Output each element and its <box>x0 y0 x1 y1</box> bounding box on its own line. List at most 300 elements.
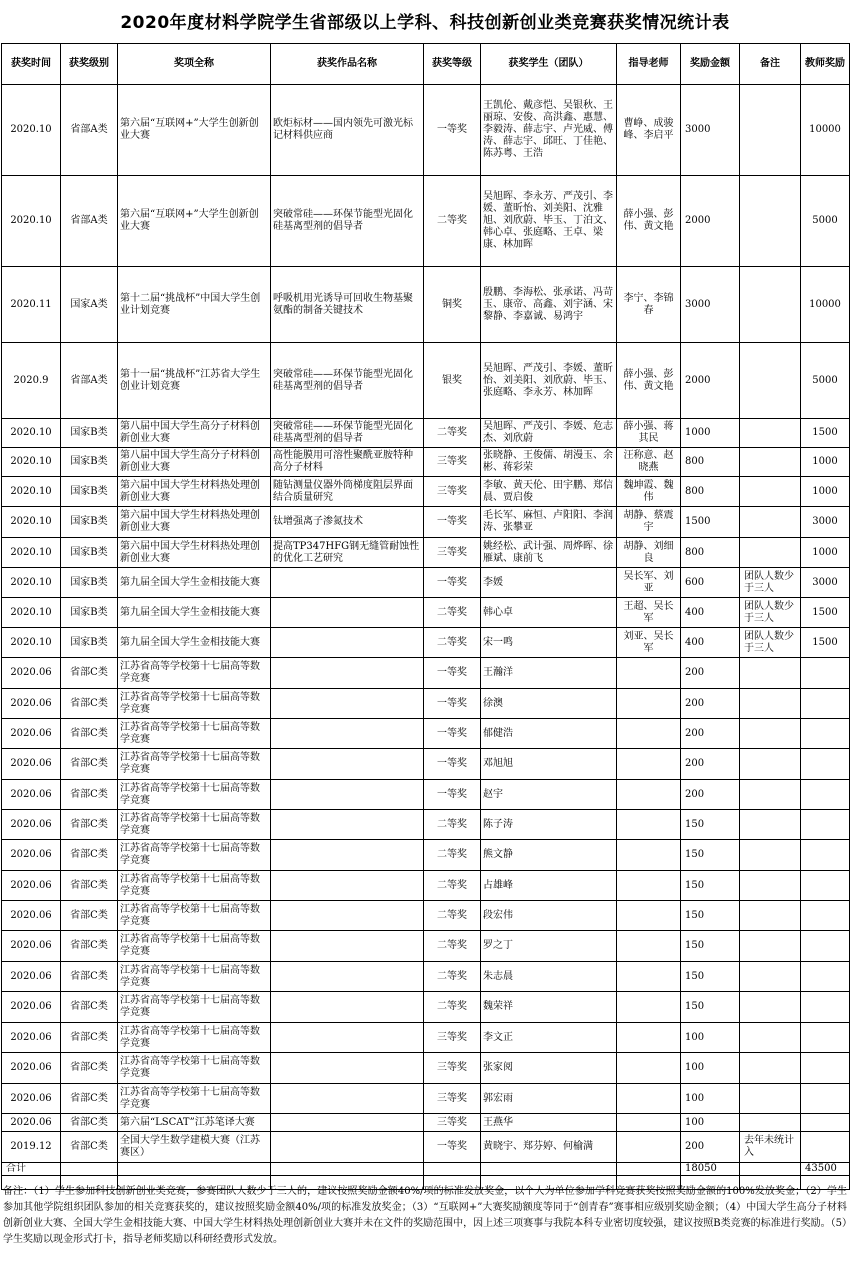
cell-remark <box>740 658 801 689</box>
cell-students: 张晓静、王俊儒、胡漫玉、余彬、蒋彩荣 <box>481 448 617 477</box>
cell-award-level: 省部C类 <box>61 871 118 901</box>
cell-remark <box>740 538 801 568</box>
total-empty-cell <box>61 1163 118 1176</box>
cell-award-level: 国家B类 <box>61 628 118 658</box>
cell-students: 陈子涛 <box>481 810 617 840</box>
cell-remark <box>740 719 801 749</box>
cell-award-time: 2020.06 <box>2 1053 61 1084</box>
cell-remark <box>740 1084 801 1114</box>
cell-award-time: 2020.06 <box>2 1114 61 1132</box>
cell-award-level: 省部C类 <box>61 780 118 810</box>
cell-work-name <box>271 1023 424 1053</box>
cell-teacher-reward <box>801 871 850 901</box>
cell-award-name: 第八届中国大学生高分子材料创新创业大赛 <box>118 419 271 448</box>
cell-students: 郭宏雨 <box>481 1084 617 1114</box>
cell-remark <box>740 477 801 507</box>
cell-award-name: 江苏省高等学校第十七届高等数学竞赛 <box>118 689 271 719</box>
cell-advisors: 李宁、李锦春 <box>617 267 681 343</box>
cell-students: 罗之丁 <box>481 931 617 962</box>
cell-advisors <box>617 992 681 1023</box>
cell-reward-amount: 2000 <box>681 343 740 419</box>
cell-remark <box>740 810 801 840</box>
cell-award-level: 省部C类 <box>61 1084 118 1114</box>
cell-award-name: 江苏省高等学校第十七届高等数学竞赛 <box>118 992 271 1023</box>
cell-award-grade: 二等奖 <box>424 931 481 962</box>
cell-work-name <box>271 992 424 1023</box>
cell-award-time: 2020.10 <box>2 507 61 538</box>
cell-award-level: 省部A类 <box>61 85 118 176</box>
header-award-time: 获奖时间 <box>2 44 61 85</box>
cell-reward-amount: 150 <box>681 840 740 871</box>
cell-advisors <box>617 1132 681 1163</box>
cell-award-time: 2020.10 <box>2 419 61 448</box>
cell-advisors: 吴长军、刘亚 <box>617 568 681 598</box>
cell-teacher-reward <box>801 1084 850 1114</box>
cell-award-level: 省部C类 <box>61 1023 118 1053</box>
cell-award-grade: 三等奖 <box>424 448 481 477</box>
cell-work-name <box>271 780 424 810</box>
cell-award-grade: 三等奖 <box>424 1114 481 1132</box>
cell-teacher-reward <box>801 1132 850 1163</box>
cell-award-time: 2020.06 <box>2 1084 61 1114</box>
table-row <box>2 992 850 1023</box>
cell-teacher-reward: 5000 <box>801 343 850 419</box>
cell-award-time: 2020.06 <box>2 871 61 901</box>
cell-award-level: 省部A类 <box>61 176 118 267</box>
cell-reward-amount: 800 <box>681 477 740 507</box>
cell-remark <box>740 1114 801 1132</box>
cell-remark <box>740 962 801 992</box>
cell-students: 殷鹏、李海松、张承诺、冯苛玉、康帝、高鑫、刘宇涵、宋黎静、李嘉诚、易鸿宇 <box>481 267 617 343</box>
cell-teacher-reward: 1000 <box>801 538 850 568</box>
table-row <box>2 1132 850 1163</box>
cell-students: 张家阅 <box>481 1053 617 1084</box>
cell-work-name <box>271 871 424 901</box>
cell-award-time: 2020.06 <box>2 780 61 810</box>
cell-award-grade: 一等奖 <box>424 658 481 689</box>
header-remark: 备注 <box>740 44 801 85</box>
cell-work-name <box>271 749 424 780</box>
cell-award-grade: 一等奖 <box>424 1132 481 1163</box>
cell-award-name: 江苏省高等学校第十七届高等数学竞赛 <box>118 749 271 780</box>
cell-award-grade: 二等奖 <box>424 871 481 901</box>
cell-advisors <box>617 810 681 840</box>
cell-advisors <box>617 719 681 749</box>
cell-teacher-reward: 1000 <box>801 477 850 507</box>
cell-award-level: 省部C类 <box>61 1114 118 1132</box>
cell-advisors: 曹峥、成骏峰、李启平 <box>617 85 681 176</box>
cell-advisors <box>617 658 681 689</box>
cell-award-grade: 一等奖 <box>424 780 481 810</box>
cell-advisors: 薛小强、彭伟、黄文艳 <box>617 176 681 267</box>
cell-reward-amount: 400 <box>681 598 740 628</box>
cell-award-level: 省部C类 <box>61 658 118 689</box>
cell-award-name: 江苏省高等学校第十七届高等数学竞赛 <box>118 962 271 992</box>
cell-work-name: 钛增强离子渗氮技术 <box>271 507 424 538</box>
cell-reward-amount: 150 <box>681 962 740 992</box>
cell-advisors: 魏坤霞、魏伟 <box>617 477 681 507</box>
cell-advisors <box>617 871 681 901</box>
cell-reward-amount: 100 <box>681 1023 740 1053</box>
header-award-grade: 获奖等级 <box>424 44 481 85</box>
cell-students: 熊文静 <box>481 840 617 871</box>
header-award-level: 获奖级别 <box>61 44 118 85</box>
cell-work-name <box>271 628 424 658</box>
cell-award-grade: 二等奖 <box>424 962 481 992</box>
header-reward-amount: 奖励金额 <box>681 44 740 85</box>
cell-reward-amount: 100 <box>681 1084 740 1114</box>
total-empty-cell <box>481 1163 617 1176</box>
cell-reward-amount: 200 <box>681 780 740 810</box>
cell-reward-amount: 200 <box>681 749 740 780</box>
cell-advisors: 刘亚、吴长军 <box>617 628 681 658</box>
header-work-name: 获奖作品名称 <box>271 44 424 85</box>
table-row <box>2 1114 850 1132</box>
cell-work-name: 呼吸机用光诱导可回收生物基聚氨酯的制备关键技术 <box>271 267 424 343</box>
cell-award-level: 省部C类 <box>61 962 118 992</box>
cell-remark: 团队人数少于三人 <box>740 568 801 598</box>
cell-students: 吴旭晖、严茂引、李媛、董昕怡、刘美阳、刘欣蔚、毕玉、张庭略、李永芳、林加晖 <box>481 343 617 419</box>
table-row <box>2 628 850 658</box>
cell-reward-amount: 800 <box>681 538 740 568</box>
table-row <box>2 267 850 343</box>
cell-students: 王瀚洋 <box>481 658 617 689</box>
table-row <box>2 658 850 689</box>
cell-remark <box>740 689 801 719</box>
footnotes: 备注：（1）学生参加科技创新创业类竞赛，参赛团队人数少于三人的，建议按照奖励金额40%/项的标准发放奖金，以个人为单位参加学科竞赛获奖按照奖励金额的100%发放奖金；（2）学生参加其他学院组织团队参加的相关竞赛获奖的，建议按照奖励金额40%/项的标准发放奖金；（3）“互联网+”大赛奖励额度等同于“创青春”赛事相应级别奖励金额；（4）中国大学生高分子材料创新创业大赛、全国大学生金相技能大赛、中国大学生材料热处理创新创业大赛并未在文件的奖励范围中，因上述三项赛事与我院本科专业密切度较强，建议按照B类竞赛的标准进行奖励。（5）学生奖励以现金形式打卡，指导老师奖励以科研经费形式发放。 <box>3 1186 847 1245</box>
cell-award-grade: 三等奖 <box>424 1084 481 1114</box>
cell-teacher-reward <box>801 840 850 871</box>
cell-remark: 去年未统计入 <box>740 1132 801 1163</box>
cell-award-name: 江苏省高等学校第十七届高等数学竞赛 <box>118 901 271 931</box>
cell-award-grade: 二等奖 <box>424 810 481 840</box>
cell-students: 毛长军、麻恒、卢阳阳、李润涛、张攀亚 <box>481 507 617 538</box>
table-row <box>2 719 850 749</box>
cell-award-name: 江苏省高等学校第十七届高等数学竞赛 <box>118 1053 271 1084</box>
cell-work-name: 突破常硅——环保节能型光固化硅基离型剂的倡导者 <box>271 343 424 419</box>
cell-reward-amount: 150 <box>681 992 740 1023</box>
cell-reward-amount: 200 <box>681 719 740 749</box>
header-advisors: 指导老师 <box>617 44 681 85</box>
cell-remark <box>740 871 801 901</box>
cell-remark: 团队人数少于三人 <box>740 598 801 628</box>
cell-work-name: 提高TP347HFG钢无缝管耐蚀性的优化工艺研究 <box>271 538 424 568</box>
cell-remark <box>740 992 801 1023</box>
cell-students: 韩心卓 <box>481 598 617 628</box>
cell-teacher-reward <box>801 780 850 810</box>
cell-remark <box>740 749 801 780</box>
cell-students: 邓旭旭 <box>481 749 617 780</box>
table-row <box>2 1084 850 1114</box>
cell-award-name: 第十一届“挑战杯”江苏省大学生创业计划竞赛 <box>118 343 271 419</box>
cell-work-name <box>271 1084 424 1114</box>
cell-reward-amount: 600 <box>681 568 740 598</box>
cell-advisors <box>617 749 681 780</box>
cell-award-level: 国家B类 <box>61 477 118 507</box>
cell-award-time: 2020.9 <box>2 343 61 419</box>
cell-award-level: 国家B类 <box>61 538 118 568</box>
cell-teacher-reward: 10000 <box>801 85 850 176</box>
cell-work-name <box>271 1132 424 1163</box>
cell-students: 段宏伟 <box>481 901 617 931</box>
cell-award-name: 第六届“互联网+”大学生创新创业大赛 <box>118 85 271 176</box>
cell-remark <box>740 901 801 931</box>
cell-teacher-reward: 1000 <box>801 448 850 477</box>
cell-award-name: 江苏省高等学校第十七届高等数学竞赛 <box>118 931 271 962</box>
cell-work-name: 高性能膜用可溶性聚酰亚胺特种高分子材料 <box>271 448 424 477</box>
total-empty-cell <box>740 1163 801 1176</box>
cell-reward-amount: 800 <box>681 448 740 477</box>
cell-students: 李媛 <box>481 568 617 598</box>
total-empty-cell <box>617 1163 681 1176</box>
cell-award-name: 全国大学生数学建模大赛（江苏赛区） <box>118 1132 271 1163</box>
cell-award-level: 国家A类 <box>61 267 118 343</box>
table-row <box>2 689 850 719</box>
cell-award-name: 江苏省高等学校第十七届高等数学竞赛 <box>118 840 271 871</box>
cell-work-name <box>271 598 424 628</box>
table-row <box>2 1053 850 1084</box>
cell-award-grade: 二等奖 <box>424 176 481 267</box>
total-empty-cell <box>271 1163 424 1176</box>
cell-students: 宋一鸣 <box>481 628 617 658</box>
cell-award-name: 江苏省高等学校第十七届高等数学竞赛 <box>118 1023 271 1053</box>
cell-teacher-reward <box>801 689 850 719</box>
cell-award-time: 2020.06 <box>2 658 61 689</box>
cell-teacher-reward <box>801 1114 850 1132</box>
cell-award-level: 省部C类 <box>61 992 118 1023</box>
total-teacher-reward: 43500 <box>801 1163 850 1176</box>
cell-award-name: 第六届“LSCAT”江苏笔译大赛 <box>118 1114 271 1132</box>
cell-advisors: 胡静、刘细良 <box>617 538 681 568</box>
cell-work-name <box>271 1114 424 1132</box>
cell-award-grade: 银奖 <box>424 343 481 419</box>
cell-remark <box>740 343 801 419</box>
cell-students: 李文正 <box>481 1023 617 1053</box>
cell-award-grade: 二等奖 <box>424 628 481 658</box>
cell-teacher-reward: 3000 <box>801 568 850 598</box>
total-label: 合计 <box>2 1163 61 1176</box>
cell-advisors: 薛小强、蒋其民 <box>617 419 681 448</box>
table-row <box>2 749 850 780</box>
cell-students: 吴旭晖、严茂引、李媛、危志杰、刘欣蔚 <box>481 419 617 448</box>
cell-work-name <box>271 689 424 719</box>
table-row <box>2 419 850 448</box>
cell-work-name <box>271 568 424 598</box>
cell-award-grade: 一等奖 <box>424 507 481 538</box>
table-row <box>2 840 850 871</box>
cell-reward-amount: 3000 <box>681 267 740 343</box>
cell-students: 黄晓宇、郑芬婷、何榆满 <box>481 1132 617 1163</box>
cell-reward-amount: 150 <box>681 901 740 931</box>
cell-award-time: 2020.10 <box>2 448 61 477</box>
cell-reward-amount: 400 <box>681 628 740 658</box>
cell-award-level: 国家B类 <box>61 507 118 538</box>
cell-teacher-reward <box>801 1053 850 1084</box>
cell-students: 占雄峰 <box>481 871 617 901</box>
cell-award-name: 江苏省高等学校第十七届高等数学竞赛 <box>118 871 271 901</box>
cell-work-name <box>271 840 424 871</box>
table-row <box>2 810 850 840</box>
cell-award-grade: 铜奖 <box>424 267 481 343</box>
cell-remark: 团队人数少于三人 <box>740 628 801 658</box>
cell-work-name: 突破常硅——环保节能型光固化硅基离型剂的倡导者 <box>271 419 424 448</box>
cell-students: 王燕华 <box>481 1114 617 1132</box>
cell-award-name: 第九届全国大学生金相技能大赛 <box>118 598 271 628</box>
cell-advisors: 胡静、蔡震宇 <box>617 507 681 538</box>
table-row <box>2 780 850 810</box>
cell-award-name: 江苏省高等学校第十七届高等数学竞赛 <box>118 780 271 810</box>
cell-award-time: 2020.06 <box>2 719 61 749</box>
cell-award-grade: 一等奖 <box>424 719 481 749</box>
cell-award-name: 第六届中国大学生材料热处理创新创业大赛 <box>118 507 271 538</box>
award-table <box>1 43 850 1190</box>
cell-award-time: 2020.06 <box>2 901 61 931</box>
cell-teacher-reward <box>801 810 850 840</box>
cell-award-grade: 二等奖 <box>424 901 481 931</box>
cell-teacher-reward <box>801 719 850 749</box>
cell-award-time: 2020.10 <box>2 538 61 568</box>
cell-teacher-reward <box>801 1023 850 1053</box>
cell-advisors <box>617 840 681 871</box>
sheet-title: 2020年度材料学院学生省部级以上学科、科技创新创业类竞赛获奖情况统计表 <box>120 13 730 33</box>
cell-award-grade: 三等奖 <box>424 538 481 568</box>
table-row <box>2 871 850 901</box>
cell-remark <box>740 267 801 343</box>
cell-award-grade: 一等奖 <box>424 749 481 780</box>
cell-award-time: 2020.06 <box>2 840 61 871</box>
cell-award-name: 江苏省高等学校第十七届高等数学竞赛 <box>118 719 271 749</box>
cell-award-grade: 一等奖 <box>424 568 481 598</box>
cell-award-time: 2020.06 <box>2 962 61 992</box>
table-row <box>2 448 850 477</box>
table-row <box>2 176 850 267</box>
cell-reward-amount: 150 <box>681 871 740 901</box>
cell-advisors: 汪称意、赵晓燕 <box>617 448 681 477</box>
cell-award-time: 2020.06 <box>2 931 61 962</box>
cell-teacher-reward: 1500 <box>801 628 850 658</box>
cell-students: 郁健浩 <box>481 719 617 749</box>
cell-advisors: 薛小强、彭伟、黄文艳 <box>617 343 681 419</box>
cell-teacher-reward <box>801 749 850 780</box>
header-students: 获奖学生（团队） <box>481 44 617 85</box>
cell-teacher-reward: 1500 <box>801 419 850 448</box>
cell-award-level: 省部C类 <box>61 689 118 719</box>
cell-reward-amount: 3000 <box>681 85 740 176</box>
table-row <box>2 538 850 568</box>
cell-award-name: 第九届全国大学生金相技能大赛 <box>118 568 271 598</box>
cell-work-name <box>271 810 424 840</box>
cell-award-level: 国家B类 <box>61 448 118 477</box>
cell-award-grade: 二等奖 <box>424 419 481 448</box>
cell-award-level: 省部A类 <box>61 343 118 419</box>
cell-award-level: 省部C类 <box>61 810 118 840</box>
cell-remark <box>740 1023 801 1053</box>
cell-teacher-reward <box>801 992 850 1023</box>
cell-award-level: 国家B类 <box>61 419 118 448</box>
cell-teacher-reward <box>801 658 850 689</box>
cell-work-name <box>271 719 424 749</box>
cell-advisors <box>617 1084 681 1114</box>
cell-reward-amount: 200 <box>681 1132 740 1163</box>
cell-award-grade: 一等奖 <box>424 689 481 719</box>
cell-remark <box>740 176 801 267</box>
total-row <box>2 1163 850 1176</box>
cell-remark <box>740 507 801 538</box>
table-row <box>2 85 850 176</box>
cell-advisors <box>617 780 681 810</box>
cell-work-name: 突破常硅——环保节能型光固化硅基离型剂的倡导者 <box>271 176 424 267</box>
table-row <box>2 598 850 628</box>
cell-award-name: 第八届中国大学生高分子材料创新创业大赛 <box>118 448 271 477</box>
cell-teacher-reward: 3000 <box>801 507 850 538</box>
cell-award-level: 省部C类 <box>61 901 118 931</box>
total-empty-cell <box>424 1163 481 1176</box>
cell-advisors: 王超、吴长军 <box>617 598 681 628</box>
cell-award-grade: 二等奖 <box>424 598 481 628</box>
cell-award-level: 省部C类 <box>61 1132 118 1163</box>
cell-remark <box>740 780 801 810</box>
cell-award-name: 第十二届“挑战杯”中国大学生创业计划竞赛 <box>118 267 271 343</box>
cell-remark <box>740 931 801 962</box>
cell-award-time: 2020.06 <box>2 689 61 719</box>
cell-advisors <box>617 1023 681 1053</box>
cell-students: 魏荣祥 <box>481 992 617 1023</box>
cell-reward-amount: 2000 <box>681 176 740 267</box>
cell-award-time: 2020.06 <box>2 1023 61 1053</box>
table-row <box>2 568 850 598</box>
cell-award-grade: 三等奖 <box>424 1053 481 1084</box>
cell-award-time: 2019.12 <box>2 1132 61 1163</box>
cell-advisors <box>617 962 681 992</box>
cell-award-level: 省部C类 <box>61 840 118 871</box>
cell-award-time: 2020.11 <box>2 267 61 343</box>
cell-students: 赵宇 <box>481 780 617 810</box>
cell-teacher-reward <box>801 901 850 931</box>
cell-students: 王凯伦、戴彦恺、吴银秋、王丽琼、安俊、高洪鑫、惠慧、李毅涛、薛志宇、卢光威、傅涛、薛志宇、邱旺、丁佳艳、陈苏粤、王浩 <box>481 85 617 176</box>
cell-teacher-reward <box>801 931 850 962</box>
cell-award-level: 国家B类 <box>61 568 118 598</box>
table-row <box>2 962 850 992</box>
cell-award-time: 2020.10 <box>2 628 61 658</box>
cell-award-time: 2020.10 <box>2 85 61 176</box>
cell-work-name <box>271 1053 424 1084</box>
cell-work-name: 随钻测量仪器外筒梯度阻层界面结合质量研究 <box>271 477 424 507</box>
cell-reward-amount: 200 <box>681 658 740 689</box>
cell-award-grade: 三等奖 <box>424 1023 481 1053</box>
cell-award-time: 2020.10 <box>2 598 61 628</box>
cell-teacher-reward <box>801 962 850 992</box>
cell-award-level: 省部C类 <box>61 749 118 780</box>
cell-advisors <box>617 689 681 719</box>
cell-award-time: 2020.10 <box>2 477 61 507</box>
cell-award-name: 第六届“互联网+”大学生创新创业大赛 <box>118 176 271 267</box>
cell-reward-amount: 1000 <box>681 419 740 448</box>
cell-award-grade: 一等奖 <box>424 85 481 176</box>
cell-students: 朱志晨 <box>481 962 617 992</box>
table-row <box>2 901 850 931</box>
cell-award-time: 2020.10 <box>2 568 61 598</box>
cell-award-grade: 二等奖 <box>424 992 481 1023</box>
cell-remark <box>740 840 801 871</box>
cell-award-level: 国家B类 <box>61 598 118 628</box>
cell-reward-amount: 150 <box>681 931 740 962</box>
cell-advisors <box>617 1114 681 1132</box>
table-row <box>2 1023 850 1053</box>
cell-work-name: 欧炬标材——国内领先可激光标记材料供应商 <box>271 85 424 176</box>
cell-work-name <box>271 901 424 931</box>
table-row <box>2 477 850 507</box>
cell-award-name: 第六届中国大学生材料热处理创新创业大赛 <box>118 477 271 507</box>
